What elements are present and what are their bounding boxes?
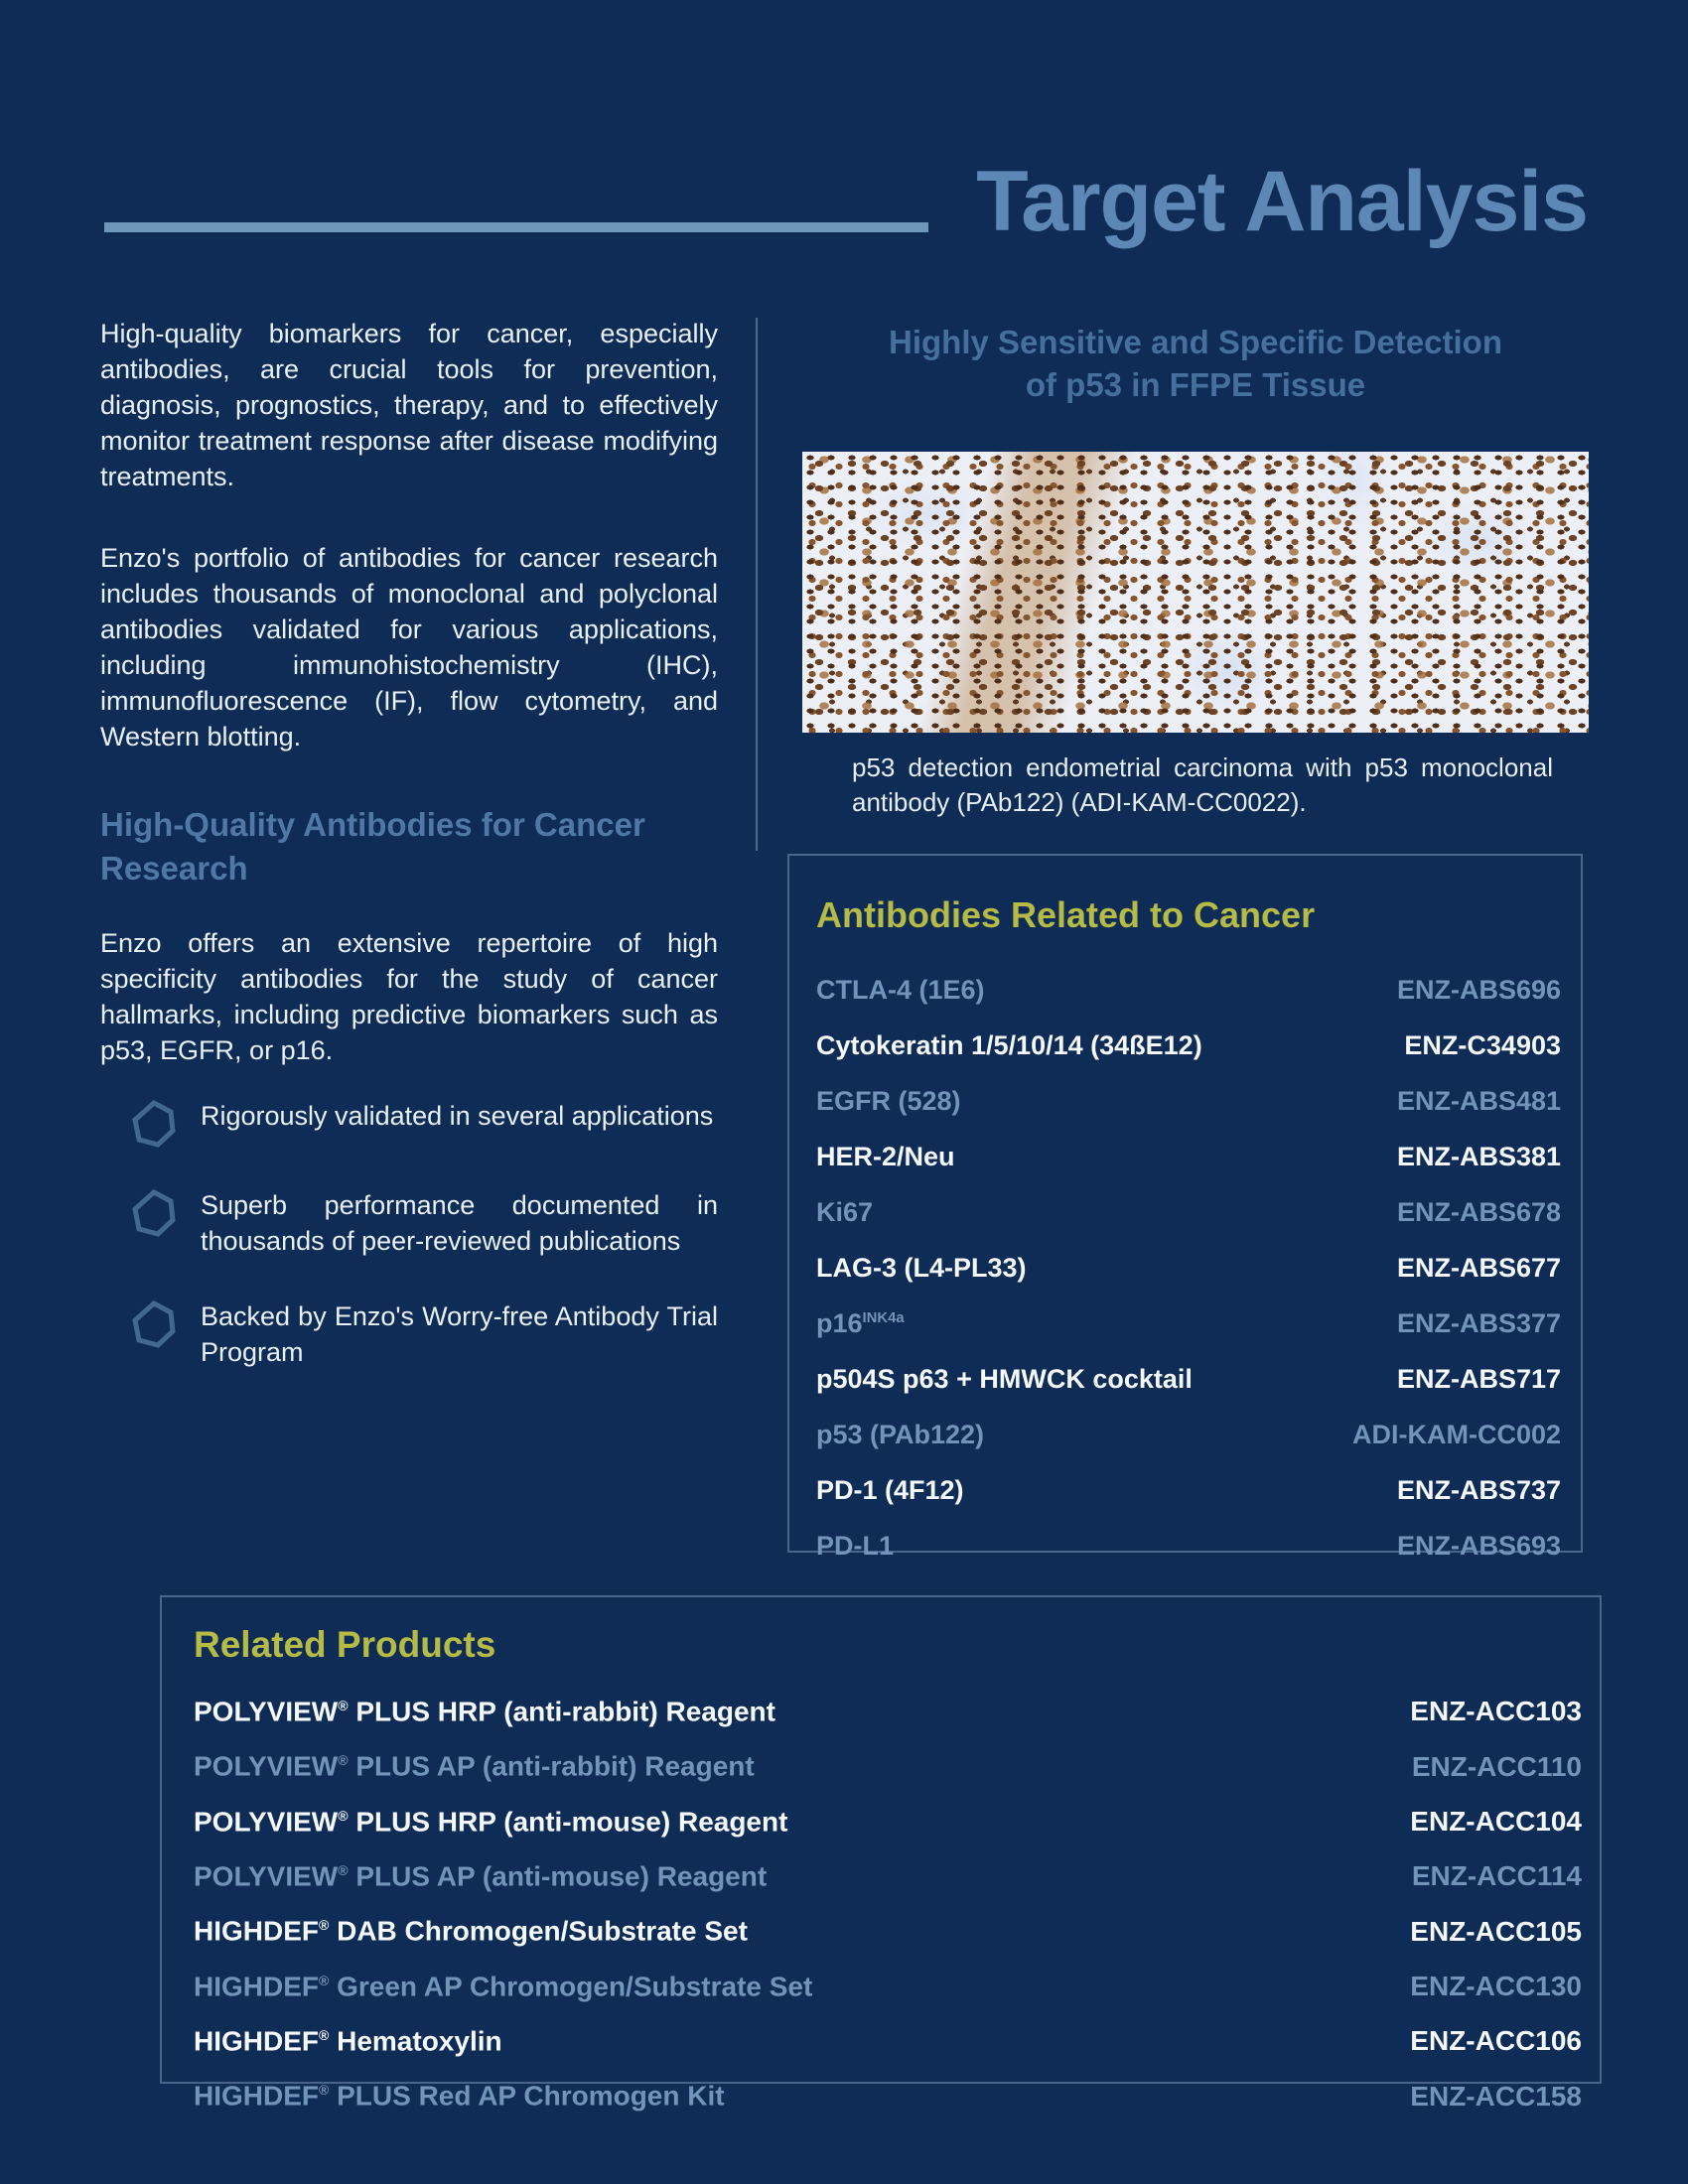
product-catalog-number: ENZ-ACC158 bbox=[1410, 2080, 1582, 2112]
antibody-catalog-number: ENZ-ABS717 bbox=[1396, 1364, 1561, 1394]
bullet-item bbox=[100, 1098, 718, 1148]
product-catalog-number: ENZ-ACC105 bbox=[1410, 1915, 1582, 1947]
product-name: HIGHDEF® Green AP Chromogen/Substrate Set bbox=[194, 1970, 813, 2001]
bullet-text: Backed by Enzo's Worry-free Antibody Trial Program bbox=[201, 1301, 718, 1367]
product-row bbox=[194, 1687, 1582, 1730]
product-row bbox=[194, 1962, 1582, 2005]
column-divider-line bbox=[756, 318, 758, 851]
antibody-name-superscript: INK4a bbox=[862, 1310, 905, 1326]
registered-trademark-symbol: ® bbox=[338, 1752, 349, 1769]
antibody-name: p504S p63 + HMWCK cocktail bbox=[816, 1364, 1193, 1394]
antibody-row bbox=[816, 1412, 1561, 1453]
bullet-text: Superb performance documented in thousands of peer-reviewed publications bbox=[201, 1190, 718, 1256]
product-name: HIGHDEF® PLUS Red AP Chromogen Kit bbox=[194, 2080, 725, 2112]
related-products-heading: Related Products bbox=[194, 1624, 496, 1665]
antibody-name: p53 (PAb122) bbox=[816, 1420, 985, 1449]
product-name: POLYVIEW® PLUS HRP (anti-mouse) Reagent bbox=[194, 1805, 788, 1837]
product-name: POLYVIEW® PLUS HRP (anti-rabbit) Reagent bbox=[194, 1696, 775, 1727]
antibody-name: Cytokeratin 1/5/10/14 (34ßE12) bbox=[816, 1030, 1202, 1060]
right-section-heading: Highly Sensitive and Specific Detection of p53 in FFPE Tissue bbox=[889, 324, 1502, 403]
product-row bbox=[194, 2071, 1582, 2115]
left-section-heading: High-Quality Antibodies for Cancer Research bbox=[100, 806, 645, 887]
antibody-catalog-number: ENZ-ABS693 bbox=[1396, 1531, 1561, 1561]
antibody-row bbox=[816, 1523, 1561, 1565]
registered-trademark-symbol: ® bbox=[338, 1861, 349, 1878]
hexagon-bullet-icon bbox=[132, 1189, 176, 1237]
antibody-catalog-number: ENZ-ABS677 bbox=[1396, 1253, 1561, 1283]
left-column bbox=[100, 316, 718, 1370]
antibody-catalog-number: ENZ-ABS377 bbox=[1396, 1308, 1561, 1338]
product-row bbox=[194, 1797, 1582, 1841]
antibody-catalog-number: ENZ-C34903 bbox=[1404, 1030, 1561, 1060]
registered-trademark-symbol: ® bbox=[338, 1698, 349, 1713]
antibodies-related-to-cancer-box bbox=[787, 854, 1583, 1561]
registered-trademark-symbol: ® bbox=[319, 2082, 330, 2099]
antibody-name: HER-2/Neu bbox=[816, 1142, 955, 1171]
product-catalog-number: ENZ-ACC130 bbox=[1410, 1970, 1582, 2001]
antibody-catalog-number: ENZ-ABS381 bbox=[1396, 1142, 1561, 1171]
bullet-item bbox=[100, 1187, 718, 1259]
antibody-row bbox=[816, 1023, 1561, 1064]
antibody-catalog-number: ADI-KAM-CC002 bbox=[1351, 1420, 1561, 1449]
antibodies-box-heading: Antibodies Related to Cancer bbox=[816, 894, 1316, 935]
product-row bbox=[194, 1741, 1582, 1785]
product-row bbox=[194, 1906, 1582, 1950]
intro-paragraph-3: Enzo offers an extensive repertoire of high specificity antibodies for the study of cancer hallmarks, including predictive biomarkers such as p53, EGFR, or p16. bbox=[100, 928, 718, 1065]
product-row bbox=[194, 1851, 1582, 1895]
antibody-catalog-number: ENZ-ABS481 bbox=[1396, 1086, 1561, 1116]
product-row bbox=[194, 2016, 1582, 2060]
antibody-name: EGFR (528) bbox=[816, 1086, 961, 1116]
title-underline-rule bbox=[104, 222, 928, 232]
antibody-name: LAG-3 (L4-PL33) bbox=[816, 1253, 1027, 1283]
product-catalog-number: ENZ-ACC110 bbox=[1411, 1750, 1582, 1782]
product-catalog-number: ENZ-ACC104 bbox=[1410, 1805, 1582, 1837]
page-title: Target Analysis bbox=[976, 154, 1588, 249]
antibody-catalog-number: ENZ-ABS696 bbox=[1396, 975, 1561, 1005]
bullet-item bbox=[100, 1298, 718, 1370]
product-catalog-number: ENZ-ACC103 bbox=[1410, 1696, 1582, 1727]
antibody-catalog-number: ENZ-ABS678 bbox=[1396, 1197, 1561, 1227]
registered-trademark-symbol: ® bbox=[319, 2026, 330, 2043]
antibody-row bbox=[816, 1300, 1561, 1342]
product-name: HIGHDEF® Hematoxylin bbox=[194, 2025, 502, 2057]
antibody-name: CTLA-4 (1E6) bbox=[816, 975, 985, 1005]
product-name: POLYVIEW® PLUS AP (anti-mouse) Reagent bbox=[194, 1860, 768, 1892]
antibody-name: PD-1 (4F12) bbox=[816, 1475, 964, 1505]
antibody-row bbox=[816, 1245, 1561, 1287]
intro-paragraph-1: High-quality biomarkers for cancer, especially antibodies, are crucial tools for prevention, diagnosis, prognostics, therapy, and to effectively monitor treatment response after disease modifying treatments. bbox=[100, 319, 718, 491]
registered-trademark-symbol: ® bbox=[319, 1917, 330, 1934]
product-name: POLYVIEW® PLUS AP (anti-rabbit) Reagent bbox=[194, 1750, 755, 1782]
hexagon-bullet-icon bbox=[132, 1100, 176, 1148]
antibody-catalog-number: ENZ-ABS737 bbox=[1396, 1475, 1561, 1505]
antibody-name: Ki67 bbox=[816, 1197, 874, 1227]
antibody-name: PD-L1 bbox=[816, 1531, 895, 1561]
antibody-row bbox=[816, 1467, 1561, 1509]
product-list bbox=[194, 1687, 1582, 2116]
antibody-row bbox=[816, 1078, 1561, 1120]
registered-trademark-symbol: ® bbox=[338, 1807, 349, 1824]
antibody-list bbox=[816, 967, 1561, 1565]
antibody-row bbox=[816, 1356, 1561, 1398]
antibody-row bbox=[816, 1134, 1561, 1175]
bullet-text: Rigorously validated in several applications bbox=[201, 1101, 714, 1131]
product-catalog-number: ENZ-ACC106 bbox=[1410, 2025, 1582, 2057]
related-products-box bbox=[160, 1595, 1602, 2112]
antibody-row bbox=[816, 967, 1561, 1009]
micrograph-caption: p53 detection endometrial carcinoma with p53 monoclonal antibody (PAb122) (ADI-KAM-CC0022). bbox=[852, 752, 1553, 817]
antibody-row bbox=[816, 1189, 1561, 1231]
antibody-name: $p16^{INK4a}$ bbox=[816, 1308, 905, 1338]
bullet-list bbox=[100, 1098, 718, 1370]
hexagon-bullet-icon bbox=[132, 1300, 176, 1348]
intro-paragraph-2: Enzo's portfolio of antibodies for cancer research includes thousands of monoclonal and polyclonal antibodies validated for various applications, including immunohistochemistry (IHC), immunofluorescence (IF), flow cytometry, and Western blotting. bbox=[100, 543, 718, 751]
registered-trademark-symbol: ® bbox=[319, 1972, 330, 1988]
product-catalog-number: ENZ-ACC114 bbox=[1411, 1860, 1582, 1892]
p53-ihc-micrograph-image bbox=[802, 452, 1589, 733]
product-name: HIGHDEF® DAB Chromogen/Substrate Set bbox=[194, 1915, 748, 1947]
